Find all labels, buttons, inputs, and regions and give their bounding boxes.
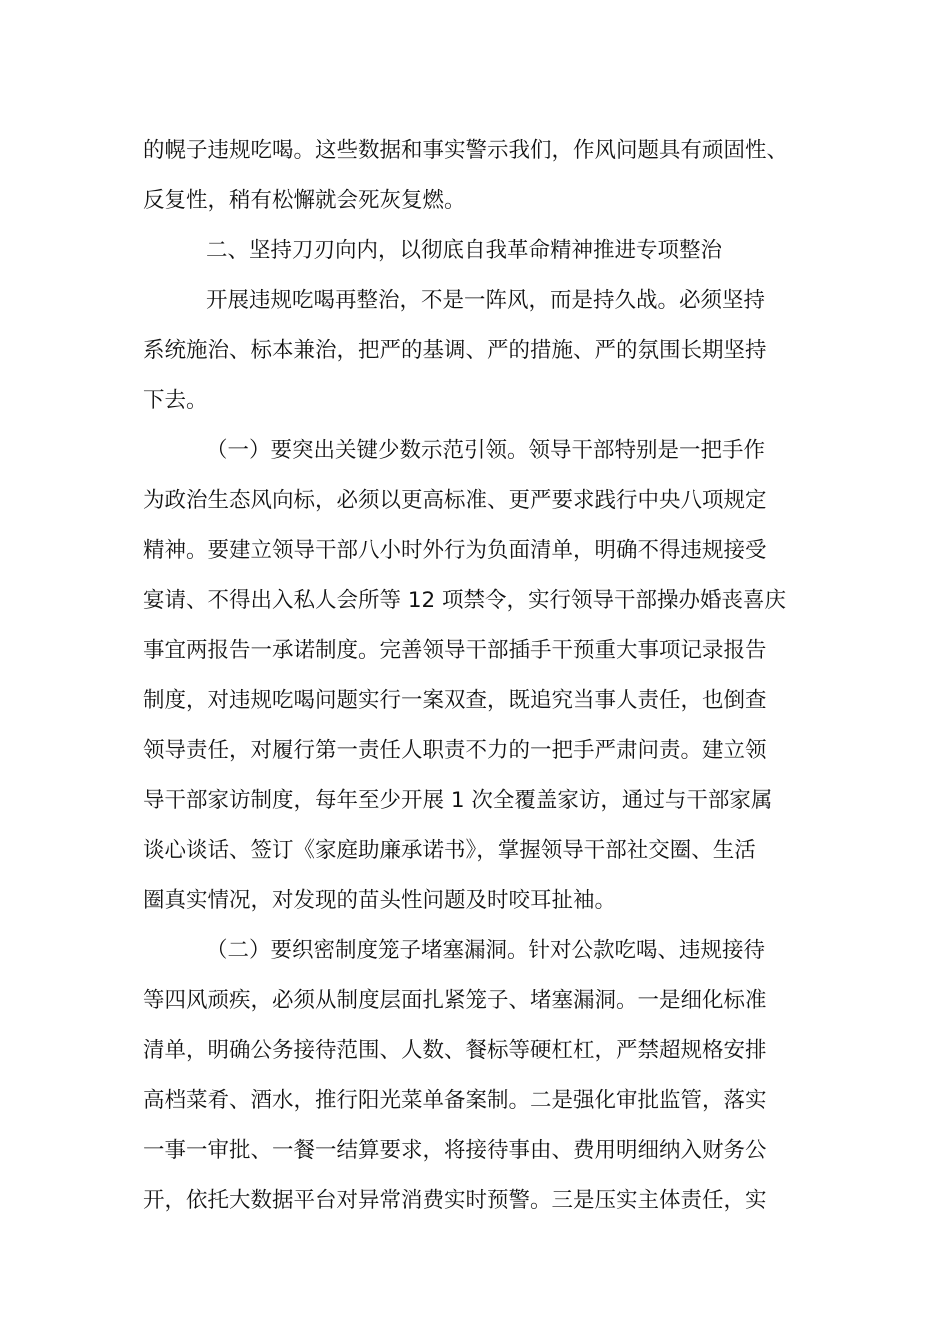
subsection-heading: （二）要织密制度笼子堵塞漏洞。针对公款吃喝、违规接待 — [206, 938, 766, 963]
text-line: 事宜两报告一承诺制度。完善领导干部插手干预重大事项记录报告 — [143, 638, 767, 663]
text-line: 宴请、不得出入私人会所等 12 项禁令，实行领导干部操办婚丧喜庆 — [143, 588, 787, 613]
text-line: 圈真实情况，对发现的苗头性问题及时咬耳扯袖。 — [143, 888, 617, 913]
text-line: 一事一审批、一餐一结算要求，将接待事由、费用明细纳入财务公 — [143, 1138, 767, 1163]
text-line: 开，依托大数据平台对异常消费实时预警。三是压实主体责任，实 — [143, 1188, 767, 1213]
text-line: 谈心谈话、签订《家庭助廉承诺书》，掌握领导干部社交圈、生活 — [143, 838, 756, 863]
text-line: 开展违规吃喝再整治，不是一阵风，而是持久战。必须坚持 — [206, 288, 766, 313]
text-line: 系统施治、标本兼治，把严的基调、严的措施、严的氛围长期坚持 — [143, 338, 767, 363]
text-line: 下去。 — [143, 388, 208, 413]
text-line: 清单，明确公务接待范围、人数、餐标等硬杠杠，严禁超规格安排 — [143, 1038, 767, 1063]
subsection-heading: （一）要突出关键少数示范引领。领导干部特别是一把手作 — [206, 438, 766, 463]
text-line: 反复性，稍有松懈就会死灰复燃。 — [143, 188, 466, 213]
text-line: 的幌子违规吃喝。这些数据和事实警示我们，作风问题具有顽固性、 — [143, 138, 789, 163]
text-line: 精神。要建立领导干部八小时外行为负面清单，明确不得违规接受 — [143, 538, 767, 563]
text-line: 等四风顽疾，必须从制度层面扎紧笼子、堵塞漏洞。一是细化标准 — [143, 988, 767, 1013]
text-line: 高档菜肴、酒水，推行阳光菜单备案制。二是强化审批监管，落实 — [143, 1088, 767, 1113]
text-line: 导干部家访制度，每年至少开展 1 次全覆盖家访，通过与干部家属 — [143, 788, 773, 813]
text-line: 制度，对违规吃喝问题实行一案双查，既追究当事人责任，也倒查 — [143, 688, 767, 713]
section-heading: 二、坚持刀刃向内，以彻底自我革命精神推进专项整治 — [206, 238, 723, 263]
text-line: 领导责任，对履行第一责任人职责不力的一把手严肃问责。建立领 — [143, 738, 767, 763]
text-line: 为政治生态风向标，必须以更高标准、更严要求践行中央八项规定 — [143, 488, 767, 513]
